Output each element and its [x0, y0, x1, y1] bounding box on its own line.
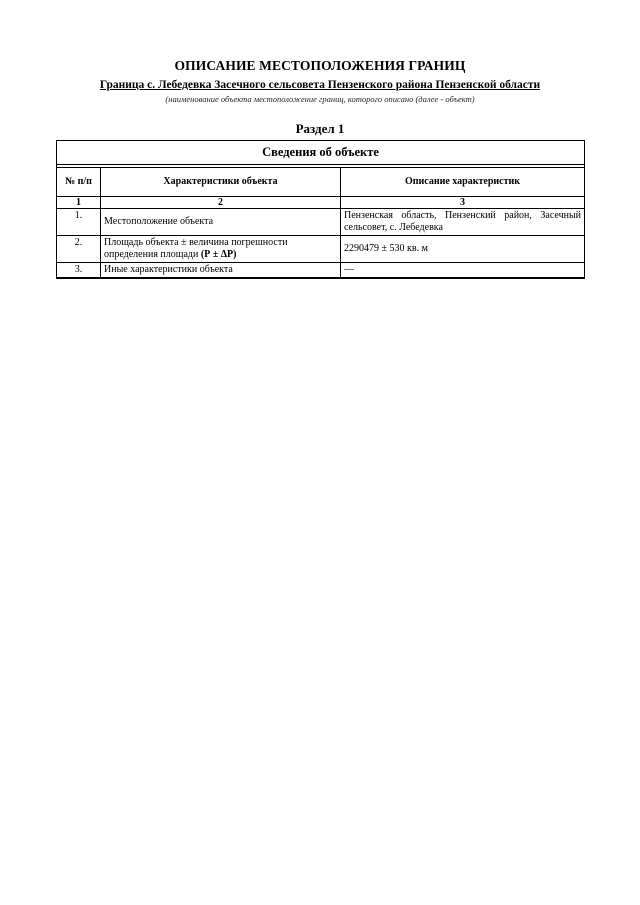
object-info-table	[56, 140, 585, 279]
column-number-1: 1	[57, 197, 101, 209]
document-subject-caption: (наименование объекта местоположение границ, которого описано (далее - объект)	[165, 94, 475, 104]
column-number-3: 3	[341, 197, 585, 209]
row-number: 3.	[57, 263, 101, 279]
table-caption: Сведения об объекте	[57, 141, 585, 165]
document-subject: Граница с. Лебедевка Засечного сельсовета Пензенского района Пензенской области	[99, 79, 541, 91]
table-row	[57, 236, 585, 263]
table-row	[57, 209, 585, 236]
row-characteristic: Иные характеристики объекта	[101, 263, 341, 279]
row-description: —	[341, 263, 585, 279]
document-title: ОПИСАНИЕ МЕСТОПОЛОЖЕНИЯ ГРАНИЦ	[174, 58, 466, 73]
row-description: Пензенская область, Пензенский район, Засечный сельсовет, с. Лебедевка	[341, 209, 585, 236]
table-row	[57, 263, 585, 279]
row-characteristic: Местоположение объекта	[101, 209, 341, 236]
section-title: Раздел 1	[295, 121, 345, 136]
column-header-number: № п/п	[57, 168, 101, 197]
column-header-description: Описание характеристик	[341, 168, 585, 197]
row-characteristic	[101, 236, 341, 263]
table-caption-row	[57, 141, 585, 165]
area-formula: (Р ± ΔР)	[200, 249, 237, 260]
column-header-characteristic: Характеристики объекта	[101, 168, 341, 197]
row-number: 2.	[57, 236, 101, 263]
row-number: 1.	[57, 209, 101, 236]
row-description: 2290479 ± 530 кв. м	[341, 236, 585, 263]
table-column-numbers-row	[57, 197, 585, 209]
table-header-row	[57, 168, 585, 197]
column-number-2: 2	[101, 197, 341, 209]
row-characteristic-text: Площадь объекта ± величина погрешности определения площади	[104, 237, 288, 260]
